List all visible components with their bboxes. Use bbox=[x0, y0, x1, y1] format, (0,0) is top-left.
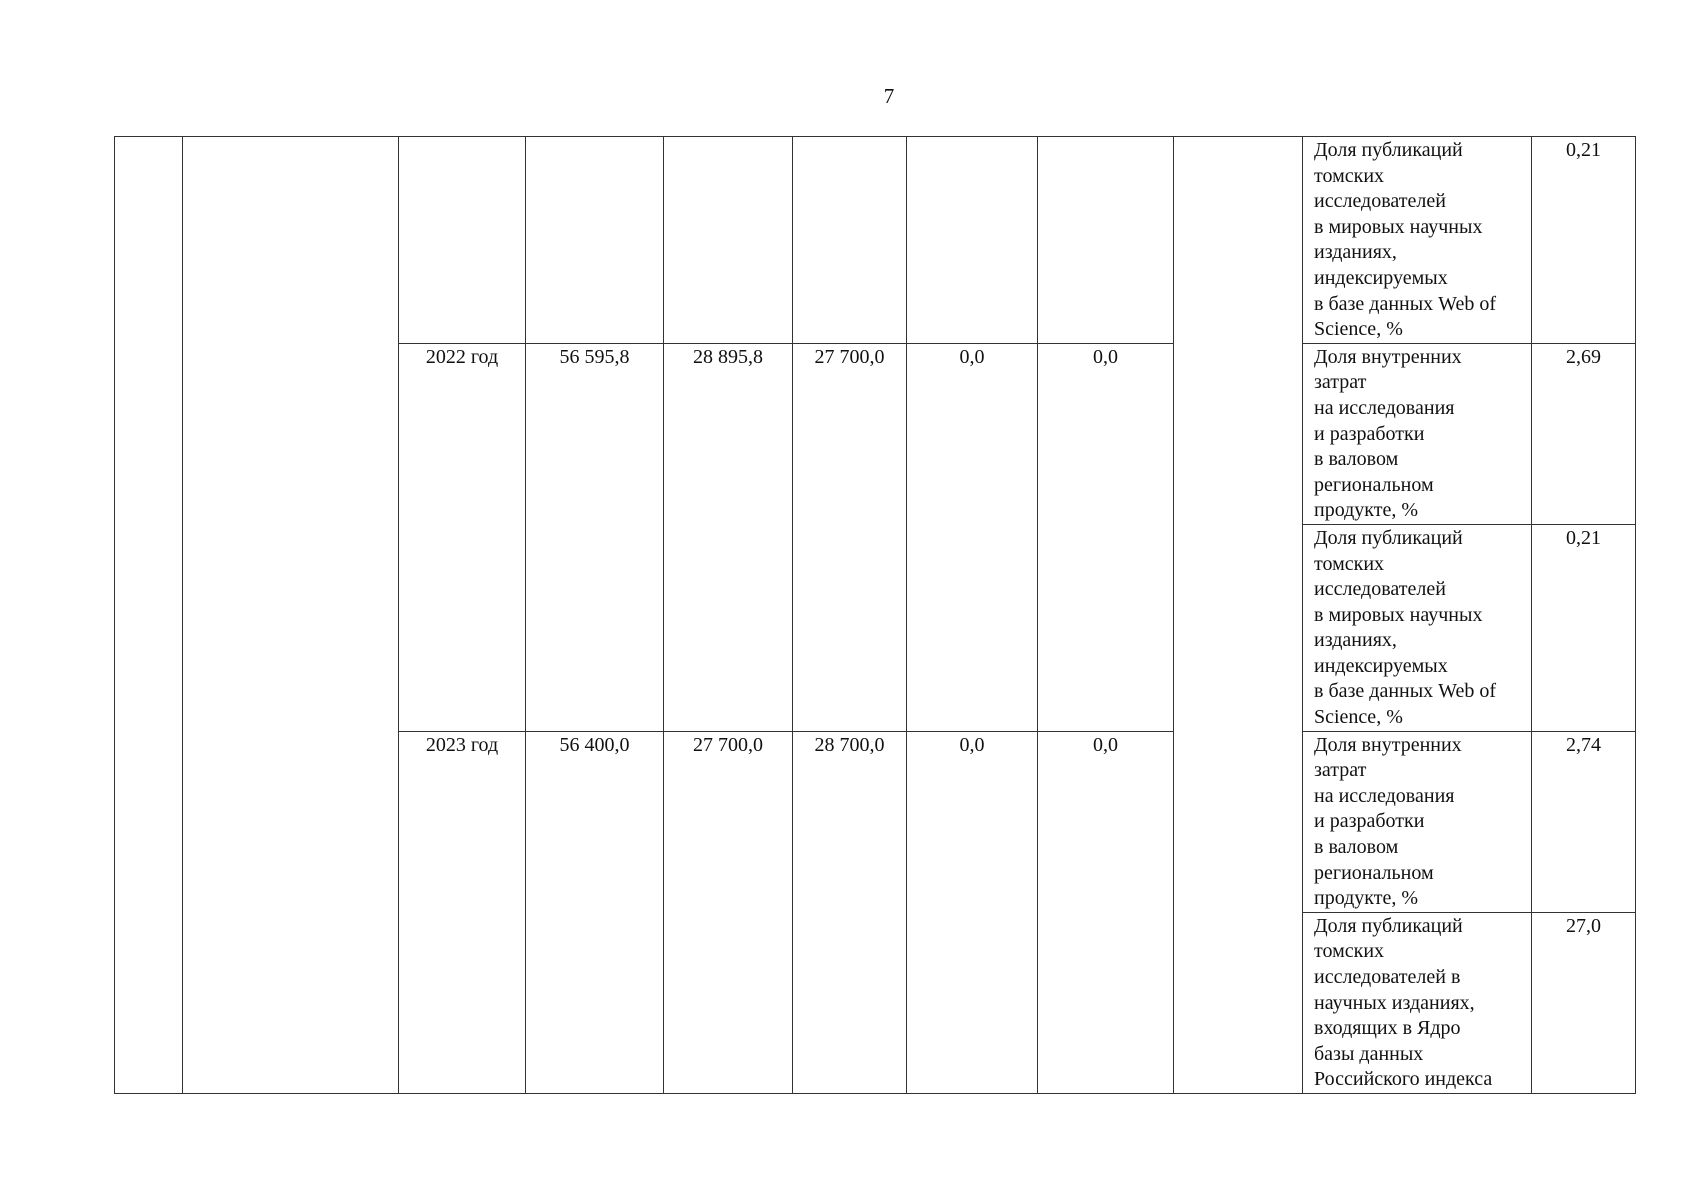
indicator-value-cell: 27,0 bbox=[1532, 912, 1636, 1093]
budget-cell bbox=[664, 137, 793, 344]
indicator-value-cell: 2,74 bbox=[1532, 731, 1636, 912]
budget-cell: 0,0 bbox=[907, 731, 1038, 1093]
indicator-name-cell: Доля публикаций томских исследователей в мировых научных изданиях, индексируемых в базе данных Web of Science, % bbox=[1303, 137, 1532, 344]
year-cell bbox=[399, 137, 526, 344]
budget-cell: 0,0 bbox=[1038, 343, 1174, 731]
year-cell: 2022 год bbox=[399, 343, 526, 731]
budget-cell bbox=[793, 137, 907, 344]
executor-cell bbox=[1174, 137, 1303, 1094]
indicator-name-cell: Доля внутренних затрат на исследования и разработки в валовом региональном продукте, % bbox=[1303, 731, 1532, 912]
page-number: 7 bbox=[883, 84, 895, 108]
indicator-name-cell: Доля внутренних затрат на исследования и разработки в валовом региональном продукте, % bbox=[1303, 343, 1532, 524]
total-cell: 56 595,8 bbox=[526, 343, 664, 731]
budget-cell bbox=[907, 137, 1038, 344]
budget-cell: 28 700,0 bbox=[793, 731, 907, 1093]
activity-name-cell bbox=[183, 137, 399, 1094]
indicator-name-cell: Доля публикаций томских исследователей в научных изданиях, входящих в Ядро базы данных Российского индекса bbox=[1303, 912, 1532, 1093]
indicator-value-cell: 0,21 bbox=[1532, 524, 1636, 731]
budget-cell: 28 895,8 bbox=[664, 343, 793, 731]
indicator-value-cell: 0,21 bbox=[1532, 137, 1636, 344]
indicator-name-cell: Доля публикаций томских исследователей в мировых научных изданиях, индексируемых в базе данных Web of Science, % bbox=[1303, 524, 1532, 731]
budget-cell bbox=[1038, 137, 1174, 344]
table-row bbox=[115, 137, 1636, 344]
total-cell: 56 400,0 bbox=[526, 731, 664, 1093]
budget-cell: 27 700,0 bbox=[664, 731, 793, 1093]
number-cell bbox=[115, 137, 183, 1094]
total-cell bbox=[526, 137, 664, 344]
budget-cell: 0,0 bbox=[1038, 731, 1174, 1093]
budget-cell: 0,0 bbox=[907, 343, 1038, 731]
indicator-value-cell: 2,69 bbox=[1532, 343, 1636, 524]
year-cell: 2023 год bbox=[399, 731, 526, 1093]
program-funding-table bbox=[114, 136, 1636, 1094]
budget-cell: 27 700,0 bbox=[793, 343, 907, 731]
